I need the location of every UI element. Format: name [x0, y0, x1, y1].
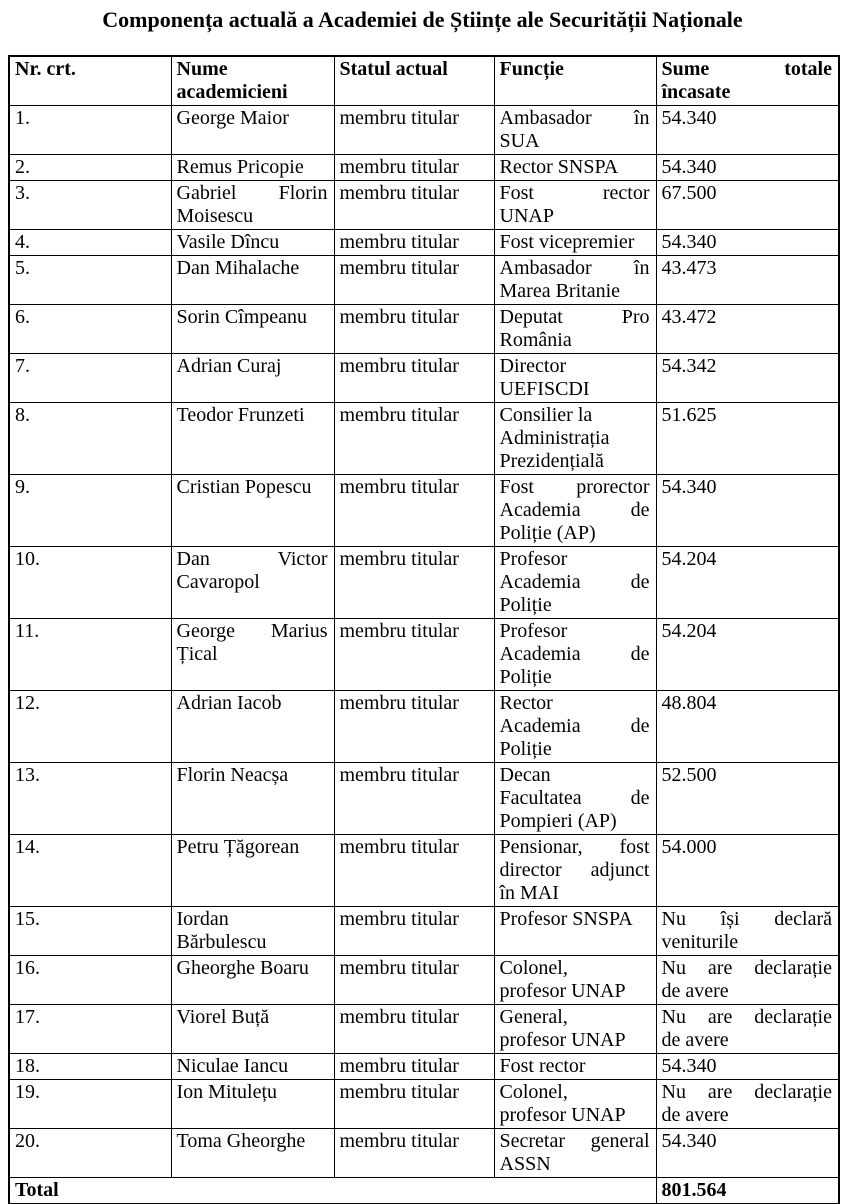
- column-header-functie: Funcție: [494, 56, 656, 106]
- cell-status: membru titular: [334, 1054, 494, 1080]
- cell-status: membru titular: [334, 547, 494, 619]
- table-row: [9, 1054, 839, 1080]
- cell-nr: 3.: [9, 181, 171, 230]
- cell-function: Fost prorector Academia de Poliție (AP): [494, 475, 656, 547]
- cell-name: Remus Pricopie: [171, 155, 334, 181]
- cell-status: membru titular: [334, 230, 494, 256]
- cell-status: membru titular: [334, 1129, 494, 1178]
- cell-status: membru titular: [334, 305, 494, 354]
- table-row: [9, 956, 839, 1005]
- cell-sum: Nu are declarație de avere: [656, 956, 839, 1005]
- cell-nr: 8.: [9, 403, 171, 475]
- cell-nr: 7.: [9, 354, 171, 403]
- cell-name: Teodor Frunzeti: [171, 403, 334, 475]
- cell-status: membru titular: [334, 256, 494, 305]
- cell-nr: 4.: [9, 230, 171, 256]
- cell-status: membru titular: [334, 835, 494, 907]
- cell-function: Colonel, profesor UNAP: [494, 956, 656, 1005]
- cell-name: Vasile Dîncu: [171, 230, 334, 256]
- cell-sum: 54.340: [656, 155, 839, 181]
- cell-name: Gabriel Florin Moisescu: [171, 181, 334, 230]
- cell-name: Iordan Bărbulescu: [171, 907, 334, 956]
- cell-sum: 54.204: [656, 547, 839, 619]
- table-header: [9, 56, 839, 106]
- cell-nr: 12.: [9, 691, 171, 763]
- cell-name: Viorel Buță: [171, 1005, 334, 1054]
- cell-nr: 11.: [9, 619, 171, 691]
- cell-function: Ambasador în Marea Britanie: [494, 256, 656, 305]
- cell-status: membru titular: [334, 181, 494, 230]
- table-row: [9, 475, 839, 547]
- column-header-sume: Sume totale încasate: [656, 56, 839, 106]
- cell-status: membru titular: [334, 1080, 494, 1129]
- table-row: [9, 230, 839, 256]
- cell-status: membru titular: [334, 956, 494, 1005]
- cell-sum: 51.625: [656, 403, 839, 475]
- column-header-nr: Nr. crt.: [9, 56, 171, 106]
- cell-sum: Nu are declarație de avere: [656, 1080, 839, 1129]
- cell-status: membru titular: [334, 1005, 494, 1054]
- cell-function: Fost vicepremier: [494, 230, 656, 256]
- cell-nr: 2.: [9, 155, 171, 181]
- cell-sum: Nu își declară veniturile: [656, 907, 839, 956]
- header-row: [9, 56, 839, 106]
- cell-name: Florin Neacșa: [171, 763, 334, 835]
- cell-sum: 54.000: [656, 835, 839, 907]
- cell-status: membru titular: [334, 106, 494, 155]
- cell-sum: 54.340: [656, 106, 839, 155]
- cell-nr: 19.: [9, 1080, 171, 1129]
- cell-function: Director UEFISCDI: [494, 354, 656, 403]
- cell-status: membru titular: [334, 403, 494, 475]
- table-row: [9, 1005, 839, 1054]
- cell-sum: 43.472: [656, 305, 839, 354]
- table-row: [9, 547, 839, 619]
- cell-status: membru titular: [334, 691, 494, 763]
- table-row: [9, 1080, 839, 1129]
- cell-nr: 20.: [9, 1129, 171, 1178]
- cell-function: Secretar general ASSN: [494, 1129, 656, 1178]
- cell-status: membru titular: [334, 619, 494, 691]
- cell-name: Adrian Iacob: [171, 691, 334, 763]
- cell-name: Dan Mihalache: [171, 256, 334, 305]
- cell-function: Rector Academia de Poliție: [494, 691, 656, 763]
- cell-nr: 15.: [9, 907, 171, 956]
- cell-function: Ambasador în SUA: [494, 106, 656, 155]
- cell-function: Pensionar, fost director adjunct în MAI: [494, 835, 656, 907]
- cell-function: Profesor Academia de Poliție: [494, 547, 656, 619]
- cell-nr: 6.: [9, 305, 171, 354]
- table-row: [9, 403, 839, 475]
- cell-name: George Maior: [171, 106, 334, 155]
- cell-function: Deputat Pro România: [494, 305, 656, 354]
- table-row: [9, 256, 839, 305]
- cell-status: membru titular: [334, 763, 494, 835]
- cell-sum: 54.204: [656, 619, 839, 691]
- table-row: [9, 907, 839, 956]
- cell-status: membru titular: [334, 475, 494, 547]
- cell-sum: 54.340: [656, 475, 839, 547]
- cell-function: Decan Facultatea de Pompieri (AP): [494, 763, 656, 835]
- page-title: Componența actuală a Academiei de Științe ale Securității Naționale: [102, 7, 743, 32]
- table-row: [9, 155, 839, 181]
- column-header-statut: Statul actual: [334, 56, 494, 106]
- cell-function: Profesor Academia de Poliție: [494, 619, 656, 691]
- cell-sum: Nu are declarație de avere: [656, 1005, 839, 1054]
- cell-name: Cristian Popescu: [171, 475, 334, 547]
- cell-name: Ion Mitulețu: [171, 1080, 334, 1129]
- cell-name: Niculae Iancu: [171, 1054, 334, 1080]
- cell-sum: 54.342: [656, 354, 839, 403]
- cell-function: General, profesor UNAP: [494, 1005, 656, 1054]
- table-row: [9, 619, 839, 691]
- cell-nr: 16.: [9, 956, 171, 1005]
- table-body: [9, 106, 839, 1204]
- cell-nr: 13.: [9, 763, 171, 835]
- cell-name: Gheorghe Boaru: [171, 956, 334, 1005]
- cell-name: Adrian Curaj: [171, 354, 334, 403]
- total-label: Total: [9, 1178, 656, 1204]
- cell-name: Dan Victor Cavaropol: [171, 547, 334, 619]
- members-table: [8, 55, 840, 1204]
- cell-function: Profesor SNSPA: [494, 907, 656, 956]
- cell-nr: 17.: [9, 1005, 171, 1054]
- total-row: [9, 1178, 839, 1204]
- cell-sum: 54.340: [656, 1054, 839, 1080]
- cell-status: membru titular: [334, 155, 494, 181]
- table-row: [9, 835, 839, 907]
- table-row: [9, 1129, 839, 1178]
- cell-nr: 1.: [9, 106, 171, 155]
- cell-sum: 43.473: [656, 256, 839, 305]
- cell-nr: 9.: [9, 475, 171, 547]
- cell-sum: 48.804: [656, 691, 839, 763]
- table-row: [9, 354, 839, 403]
- cell-function: Fost rector UNAP: [494, 181, 656, 230]
- cell-name: Petru Țăgorean: [171, 835, 334, 907]
- table-row: [9, 691, 839, 763]
- cell-nr: 18.: [9, 1054, 171, 1080]
- cell-function: Consilier la Administrația Prezidențială: [494, 403, 656, 475]
- cell-nr: 10.: [9, 547, 171, 619]
- column-header-nume: Nume academicieni: [171, 56, 334, 106]
- cell-function: Fost rector: [494, 1054, 656, 1080]
- cell-function: Colonel, profesor UNAP: [494, 1080, 656, 1129]
- cell-name: George Marius Țical: [171, 619, 334, 691]
- table-row: [9, 305, 839, 354]
- cell-status: membru titular: [334, 907, 494, 956]
- table-row: [9, 181, 839, 230]
- cell-sum: 54.340: [656, 1129, 839, 1178]
- table-row: [9, 106, 839, 155]
- cell-function: Rector SNSPA: [494, 155, 656, 181]
- total-value: 801.564: [656, 1178, 839, 1204]
- table-row: [9, 763, 839, 835]
- cell-status: membru titular: [334, 354, 494, 403]
- cell-nr: 14.: [9, 835, 171, 907]
- cell-name: Toma Gheorghe: [171, 1129, 334, 1178]
- cell-sum: 54.340: [656, 230, 839, 256]
- cell-nr: 5.: [9, 256, 171, 305]
- cell-sum: 52.500: [656, 763, 839, 835]
- cell-sum: 67.500: [656, 181, 839, 230]
- cell-name: Sorin Cîmpeanu: [171, 305, 334, 354]
